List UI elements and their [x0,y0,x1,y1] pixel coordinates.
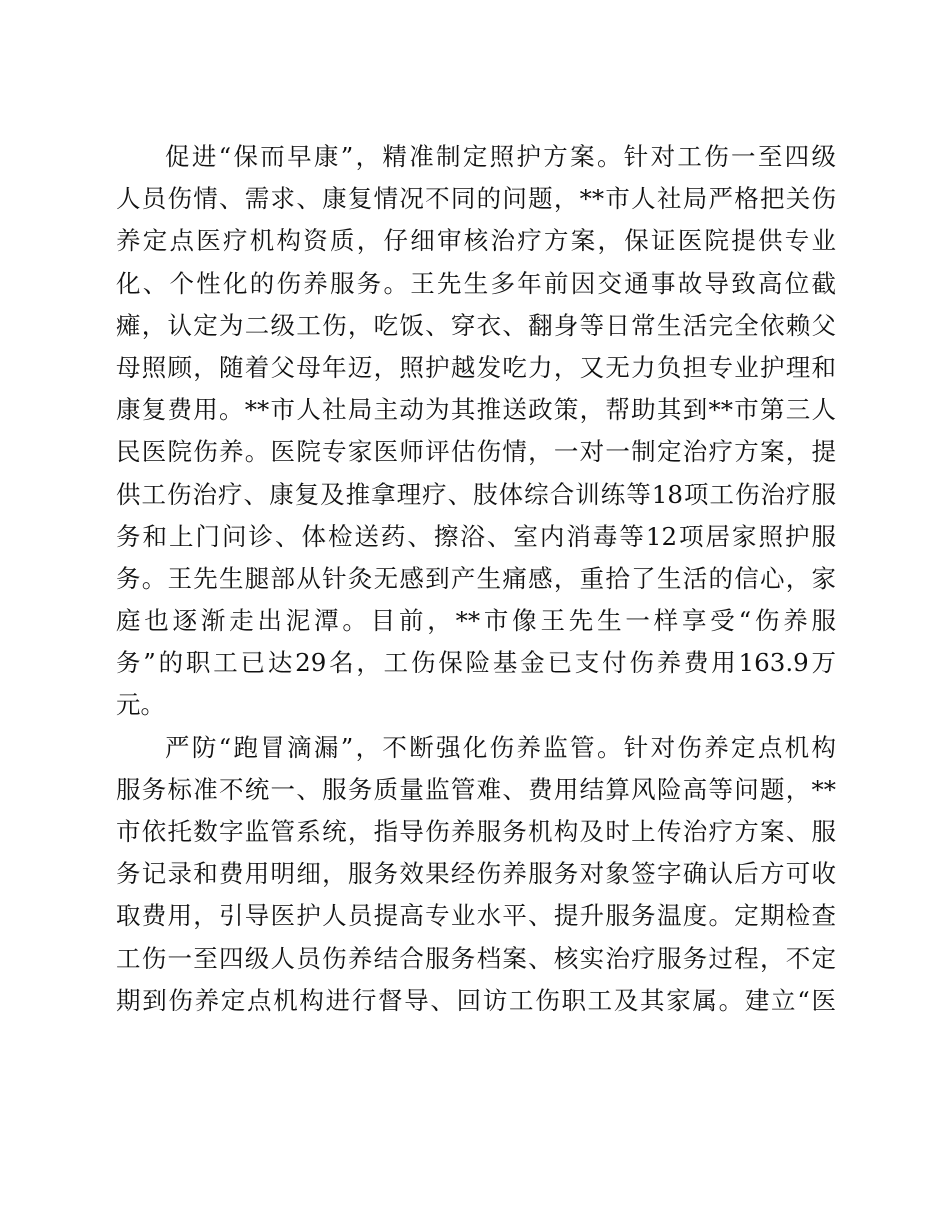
text-line: 供工伤治疗、康复及推拿理疗、肢体综合训练等18项工伤治疗服 [116,479,836,509]
paragraph-1 [116,136,836,727]
text-line: 元。 [116,690,165,720]
text-line: 养定点医疗机构资质，仔细审核治疗方案，保证医院提供专业 [116,226,836,256]
text-line: 务。王先生腿部从针灸无感到产生痛感，重拾了生活的信心，家 [116,563,836,593]
text-line: 务记录和费用明细，服务效果经伤养服务对象签字确认后方可收 [116,859,836,889]
text-line: 工伤一至四级人员伤养结合服务档案、核实治疗服务过程，不定 [116,943,836,973]
text-line: 母照顾，随着父母年迈，照护越发吃力，又无力负担专业护理和 [116,352,836,382]
text-line: 人员伤情、需求、康复情况不同的问题，**市人社局严格把关伤 [116,184,836,214]
text-line: 瘫，认定为二级工伤，吃饭、穿衣、翻身等日常生活完全依赖父 [116,310,836,340]
text-line: 务和上门问诊、体检送药、擦浴、室内消毒等12项居家照护服 [116,521,836,551]
document-body [116,136,836,1022]
text-line: 严防“跑冒滴漏”，不断强化伤养监管。针对伤养定点机构 [165,732,836,762]
text-line: 促进“保而早康”，精准制定照护方案。针对工伤一至四级 [165,142,836,171]
text-line: 民医院伤养。医院专家医师评估伤情，一对一制定治疗方案，提 [116,437,836,467]
text-line: 务”的职工已达29名，工伤保险基金已支付伤养费用163.9万 [116,648,836,678]
text-line: 服务标准不统一、服务质量监管难、费用结算风险高等问题，** [116,774,836,804]
text-line: 取费用，引导医护人员提高专业水平、提升服务温度。定期检查 [116,901,836,931]
text-line: 市依托数字监管系统，指导伤养服务机构及时上传治疗方案、服 [116,817,836,846]
paragraph-2 [116,727,836,1022]
text-line: 庭也逐渐走出泥潭。目前，**市像王先生一样享受“伤养服 [116,606,836,636]
text-line: 康复费用。**市人社局主动为其推送政策，帮助其到**市第三人 [116,395,836,425]
text-line: 化、个性化的伤养服务。王先生多年前因交通事故导致高位截 [116,268,836,298]
text-line: 期到伤养定点机构进行督导、回访工伤职工及其家属。建立“医 [116,985,836,1015]
